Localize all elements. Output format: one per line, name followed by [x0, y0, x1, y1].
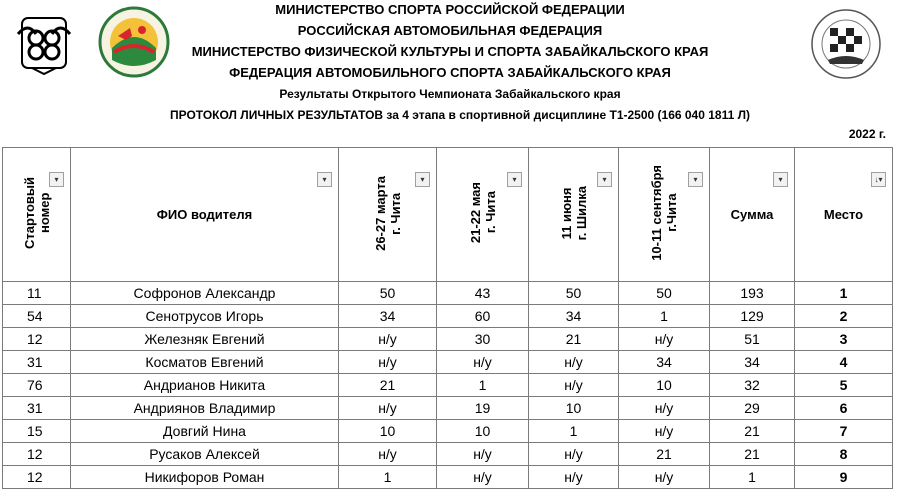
results-table	[2, 147, 893, 489]
start-number-cell: 54	[3, 305, 71, 328]
stage-2-cell: 1	[437, 374, 529, 397]
stage-3-cell: н/у	[529, 374, 619, 397]
driver-name-cell: Косматов Евгений	[71, 351, 339, 374]
filter-dropdown-icon[interactable]: ▾	[688, 172, 703, 187]
stage-4-cell: 10	[619, 374, 710, 397]
stage-2-cell: 60	[437, 305, 529, 328]
start-number-cell: 11	[3, 282, 71, 305]
stage-2-cell: 43	[437, 282, 529, 305]
start-number-cell: 76	[3, 374, 71, 397]
stage-1-cell: 21	[339, 374, 437, 397]
driver-name-cell: Андриянов Владимир	[71, 397, 339, 420]
stage-1-cell: н/у	[339, 397, 437, 420]
place-cell: 6	[795, 397, 893, 420]
filter-dropdown-icon[interactable]: ▾	[317, 172, 332, 187]
filter-dropdown-icon[interactable]: ▾	[49, 172, 64, 187]
driver-name-cell: Андрианов Никита	[71, 374, 339, 397]
place-cell: 1	[795, 282, 893, 305]
driver-name-cell: Русаков Алексей	[71, 443, 339, 466]
sum-cell: 21	[710, 420, 795, 443]
header-ministry-russia: МИНИСТЕРСТВО СПОРТА РОССИЙСКОЙ ФЕДЕРАЦИИ	[275, 2, 625, 17]
place-cell: 7	[795, 420, 893, 443]
sum-cell: 34	[710, 351, 795, 374]
table-row	[3, 282, 893, 305]
sum-cell: 193	[710, 282, 795, 305]
header-protocol: ПРОТОКОЛ ЛИЧНЫХ РЕЗУЛЬТАТОВ за 4 этапа в спортивной дисциплине Т1-2500 (166 040 1811 Л)	[170, 108, 751, 122]
stage-1-cell: 1	[339, 466, 437, 489]
table-row	[3, 420, 893, 443]
start-number-cell: 31	[3, 397, 71, 420]
sum-cell: 21	[710, 443, 795, 466]
col-start-number: Стартовый номер ▾	[3, 148, 71, 282]
stage-1-cell: 10	[339, 420, 437, 443]
stage-4-cell: 21	[619, 443, 710, 466]
stage-3-cell: 21	[529, 328, 619, 351]
place-cell: 5	[795, 374, 893, 397]
stage-4-cell: н/у	[619, 397, 710, 420]
zabaikalsky-sport-ministry-logo	[98, 6, 170, 78]
stage-3-cell: 34	[529, 305, 619, 328]
stage-3-cell: н/у	[529, 466, 619, 489]
col-sum: Сумма ▾	[710, 148, 795, 282]
sum-cell: 129	[710, 305, 795, 328]
start-number-cell: 12	[3, 466, 71, 489]
driver-name-cell: Никифоров Роман	[71, 466, 339, 489]
start-number-cell: 15	[3, 420, 71, 443]
stage-3-cell: 1	[529, 420, 619, 443]
header-ministry-region: МИНИСТЕРСТВО ФИЗИЧЕСКОЙ КУЛЬТУРЫ И СПОРТА ЗАБАЙКАЛЬСКОГО КРАЯ	[191, 44, 709, 59]
stage-2-cell: 30	[437, 328, 529, 351]
stage-1-cell: н/у	[339, 351, 437, 374]
stage-1-cell: н/у	[339, 328, 437, 351]
table-row	[3, 374, 893, 397]
table-row	[3, 466, 893, 489]
driver-name-cell: Довгий Нина	[71, 420, 339, 443]
header-row	[3, 148, 893, 282]
col-stage-1: 26-27 марта г. Чита ▾	[339, 148, 437, 282]
place-cell: 9	[795, 466, 893, 489]
col-stage-2: 21-22 мая г. Чита ▾	[437, 148, 529, 282]
autosport-federation-logo	[810, 8, 882, 80]
stage-1-cell: 50	[339, 282, 437, 305]
table-row	[3, 305, 893, 328]
col-stage-4: 10-11 сентября г.Чита ▾	[619, 148, 710, 282]
table-row	[3, 443, 893, 466]
filter-dropdown-icon[interactable]: ▾	[415, 172, 430, 187]
header-federation: ФЕДЕРАЦИЯ АВТОМОБИЛЬНОГО СПОРТА ЗАБАЙКАЛЬСКОГО КРАЯ	[229, 65, 671, 80]
stage-4-cell: н/у	[619, 466, 710, 489]
start-number-cell: 12	[3, 328, 71, 351]
filter-dropdown-icon[interactable]: ▾	[597, 172, 612, 187]
start-number-cell: 31	[3, 351, 71, 374]
place-cell: 2	[795, 305, 893, 328]
year-label: 2022 г.	[848, 127, 886, 141]
stage-3-cell: н/у	[529, 443, 619, 466]
stage-4-cell: 50	[619, 282, 710, 305]
stage-4-cell: 34	[619, 351, 710, 374]
start-number-cell: 12	[3, 443, 71, 466]
stage-2-cell: н/у	[437, 466, 529, 489]
header-raf: РОССИЙСКАЯ АВТОМОБИЛЬНАЯ ФЕДЕРАЦИЯ	[297, 23, 603, 38]
stage-1-cell: н/у	[339, 443, 437, 466]
stage-4-cell: 1	[619, 305, 710, 328]
sum-cell: 29	[710, 397, 795, 420]
col-driver-name: ФИО водителя ▾	[71, 148, 339, 282]
stage-2-cell: н/у	[437, 351, 529, 374]
driver-name-cell: Сенотрусов Игорь	[71, 305, 339, 328]
stage-3-cell: н/у	[529, 351, 619, 374]
stage-2-cell: 10	[437, 420, 529, 443]
ministry-sport-logo	[14, 14, 74, 76]
sum-cell: 32	[710, 374, 795, 397]
sort-filter-icon[interactable]: ↓▾	[871, 172, 886, 187]
driver-name-cell: Софронов Александр	[71, 282, 339, 305]
filter-dropdown-icon[interactable]: ▾	[773, 172, 788, 187]
driver-name-cell: Железняк Евгений	[71, 328, 339, 351]
place-cell: 4	[795, 351, 893, 374]
stage-2-cell: н/у	[437, 443, 529, 466]
stage-1-cell: 34	[339, 305, 437, 328]
table-row	[3, 351, 893, 374]
stage-4-cell: н/у	[619, 328, 710, 351]
col-stage-3: 11 июня г. Шилка ▾	[529, 148, 619, 282]
stage-2-cell: 19	[437, 397, 529, 420]
sum-cell: 51	[710, 328, 795, 351]
stage-4-cell: н/у	[619, 420, 710, 443]
sum-cell: 1	[710, 466, 795, 489]
table-row	[3, 328, 893, 351]
table-row	[3, 397, 893, 420]
col-place: Место ↓▾	[795, 148, 893, 282]
filter-dropdown-icon[interactable]: ▾	[507, 172, 522, 187]
place-cell: 8	[795, 443, 893, 466]
place-cell: 3	[795, 328, 893, 351]
stage-3-cell: 10	[529, 397, 619, 420]
stage-3-cell: 50	[529, 282, 619, 305]
header-championship: Результаты Открытого Чемпионата Забайкальского края	[279, 87, 621, 101]
